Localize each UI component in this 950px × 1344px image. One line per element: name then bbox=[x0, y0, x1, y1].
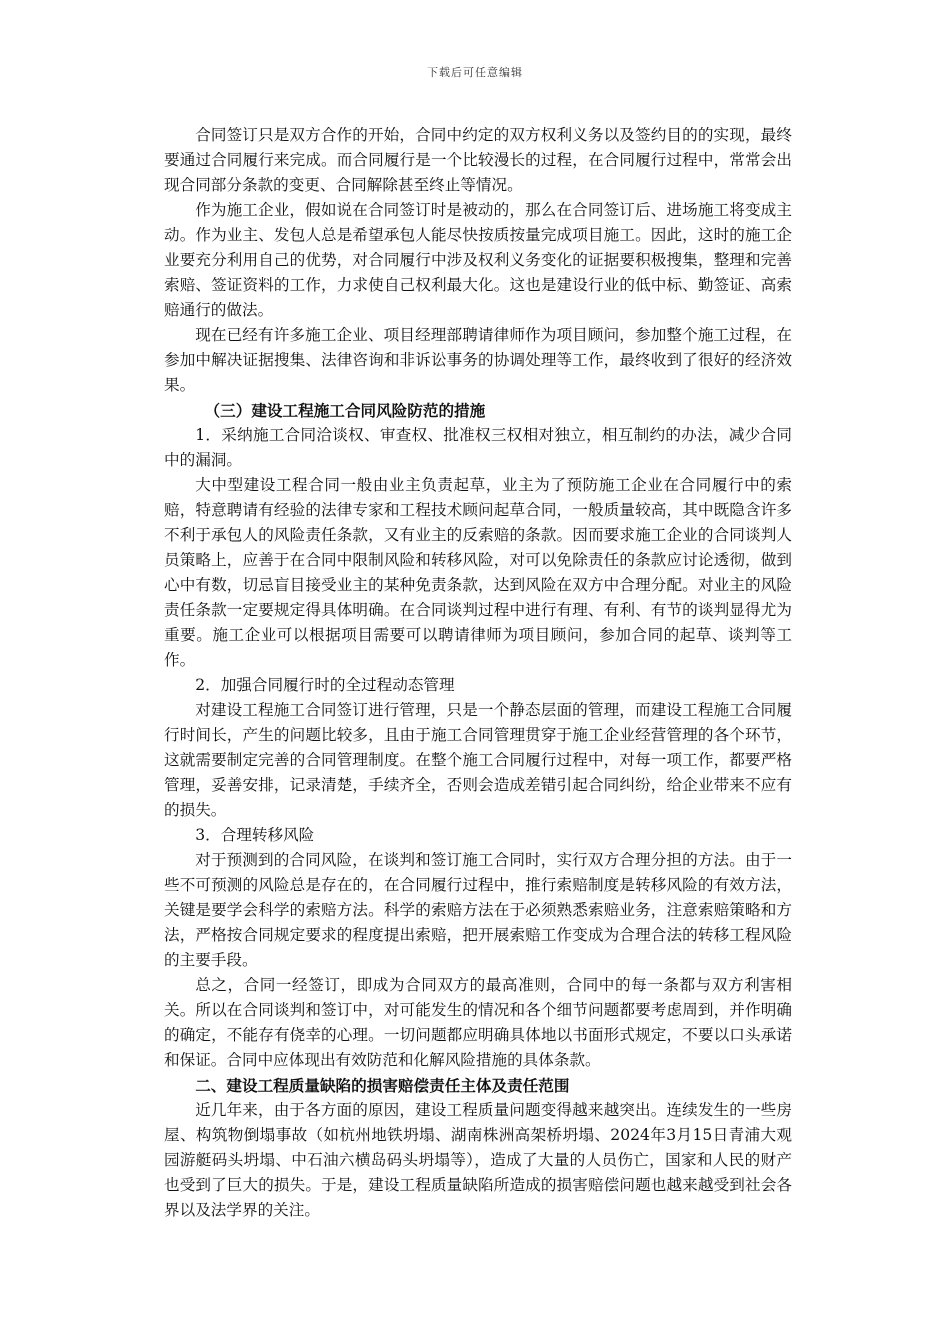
paragraph: 对建设工程施工合同签订进行管理，只是一个静态层面的管理，而建设工程施工合同履行时间长，产生的问题比较多，且由于施工合同管理贯穿于施工企业经营管理的各个环节，这就需要制定完善的合同管理制度。在整个施工合同履行过程中，对每一项工作，都要严格管理，妥善安排，记录清楚，手续齐全，否则会造成差错引起合同纠纷，给企业带来不应有的损失。 bbox=[164, 701, 792, 819]
list-item-heading: 1．采纳施工合同洽谈权、审查权、批准权三权相对独立，相互制约的办法，减少合同中的漏洞。 bbox=[164, 426, 792, 469]
page-header-note: 下载后可任意编辑 bbox=[427, 66, 523, 79]
document-body bbox=[164, 123, 792, 1223]
paragraph: 总之，合同一经签订，即成为合同双方的最高准则，合同中的每一条都与双方利害相关。所以在合同谈判和签订中，对可能发生的情况和各个细节问题都要考虑周到，并作明确的确定，不能存有侥幸的心理。一切问题都应明确具体地以书面形式规定，不要以口头承诺和保证。合同中应体现出有效防范和化解风险措施的具体条款。 bbox=[164, 976, 792, 1069]
paragraph: 近几年来，由于各方面的原因，建设工程质量问题变得越来越突出。连续发生的一些房屋、构筑物倒塌事故（如杭州地铁坍塌、湖南株洲高架桥坍塌、2024年3月15日青浦大观园游艇码头坍塌、中石油六横岛码头坍塌等），造成了大量的人员伤亡，国家和人民的财产也受到了巨大的损失。于是，建设工程质量缺陷所造成的损害赔偿问题也越来越受到社会各界以及法学界的关注。 bbox=[164, 1101, 792, 1219]
paragraph: 大中型建设工程合同一般由业主负责起草，业主为了预防施工企业在合同履行中的索赔，特意聘请有经验的法律专家和工程技术顾问起草合同，一般质量较高，其中既隐含许多不利于承包人的风险责任条款，又有业主的反索赔的条款。因而要求施工企业的合同谈判人员策略上，应善于在合同中限制风险和转移风险，对可以免除责任的条款应讨论透彻，做到心中有数，切忌盲目接受业主的某种免责条款，达到风险在双方中合理分配。对业主的风险责任条款一定要规定得具体明确。在合同谈判过程中进行有理、有利、有节的谈判显得尤为重要。施工企业可以根据项目需要可以聘请律师为项目顾问，参加合同的起草、谈判等工作。 bbox=[164, 476, 792, 669]
paragraph: 现在已经有许多施工企业、项目经理部聘请律师作为项目顾问，参加整个施工过程，在参加中解决证据搜集、法律咨询和非诉讼事务的协调处理等工作，最终收到了很好的经济效果。 bbox=[164, 326, 792, 394]
paragraph: 合同签订只是双方合作的开始，合同中约定的双方权利义务以及签约目的的实现，最终要通过合同履行来完成。而合同履行是一个比较漫长的过程，在合同履行过程中，常常会出现合同部分条款的变更、合同解除甚至终止等情况。 bbox=[164, 126, 792, 194]
list-item-heading: 3．合理转移风险 bbox=[195, 826, 315, 844]
chapter-heading: 二、建设工程质量缺陷的损害赔偿责任主体及责任范围 bbox=[195, 1076, 570, 1095]
paragraph: 对于预测到的合同风险，在谈判和签订施工合同时，实行双方合理分担的方法。由于一些不可预测的风险总是存在的，在合同履行过程中，推行索赔制度是转移风险的有效方法，关键是要学会科学的索赔方法。科学的索赔方法在于必须熟悉索赔业务，注意索赔策略和方法，严格按合同规定要求的程度提出索赔，把开展索赔工作变成为合理合法的转移工程风险的主要手段。 bbox=[164, 851, 792, 969]
list-item-heading: 2．加强合同履行时的全过程动态管理 bbox=[195, 676, 455, 694]
paragraph: 作为施工企业，假如说在合同签订时是被动的，那么在合同签订后、进场施工将变成主动。作为业主、发包人总是希望承包人能尽快按质按量完成项目施工。因此，这时的施工企业要充分利用自己的优势，对合同履行中涉及权利义务变化的证据要积极搜集，整理和完善索赔、签证资料的工作，力求使自己权利最大化。这也是建设行业的低中标、勤签证、高索赔通行的做法。 bbox=[164, 201, 792, 319]
section-heading: （三）建设工程施工合同风险防范的措施 bbox=[204, 401, 486, 420]
